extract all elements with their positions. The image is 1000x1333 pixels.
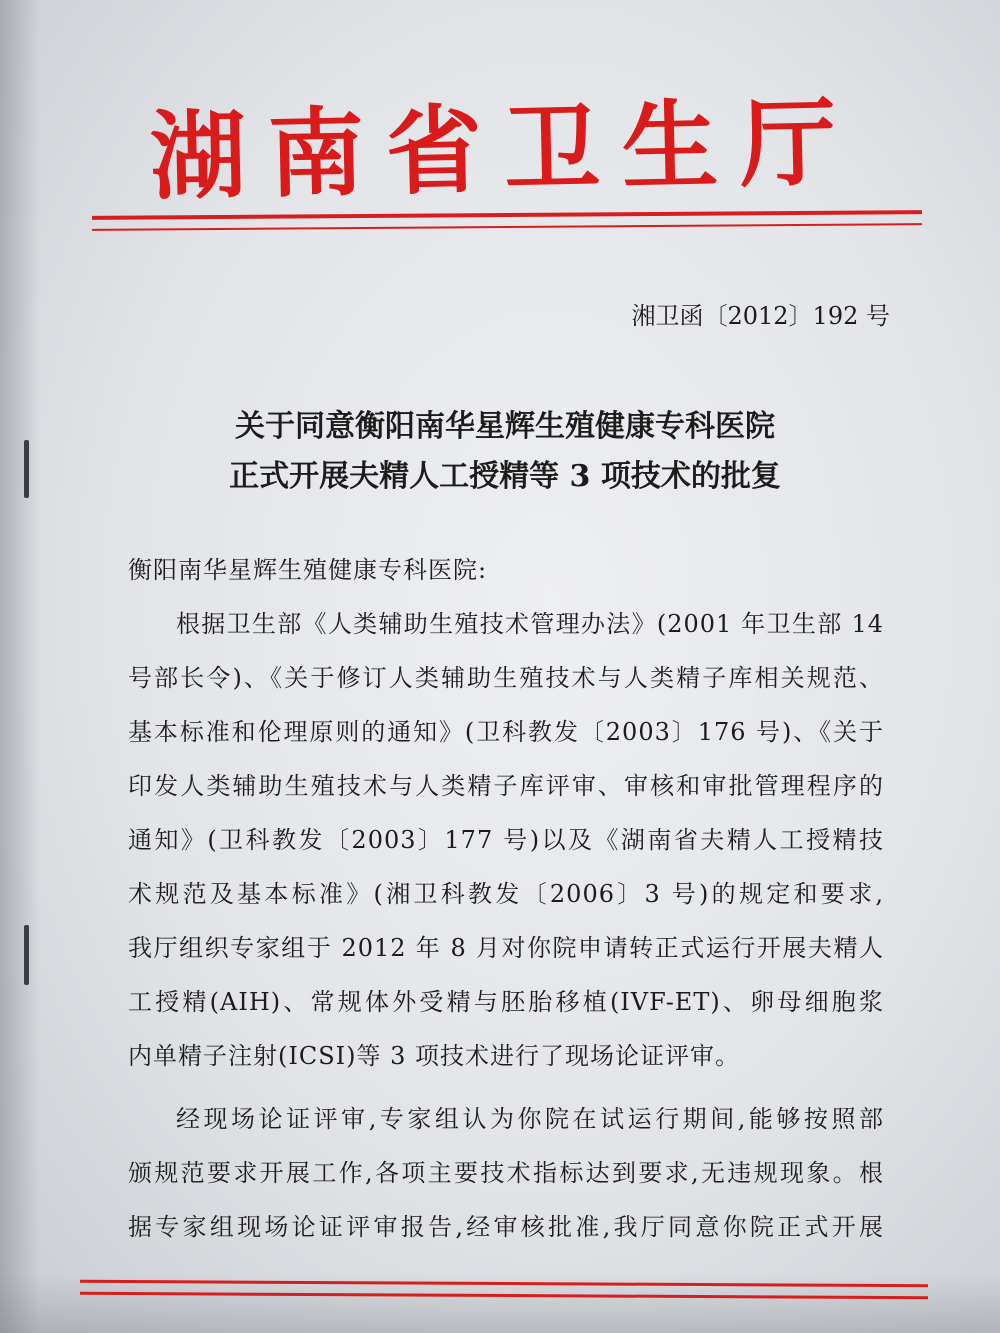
body-line: 我厅组织专家组于 2012 年 8 月对你院申请转正式运行开展夫精人 (128, 934, 884, 962)
body-line: 术规范及基本标准》(湘卫科教发〔2006〕3 号)的规定和要求, (128, 880, 884, 908)
body-line: 号部长令)、《关于修订人类辅助生殖技术与人类精子库相关规范、 (128, 664, 884, 692)
body-line: 根据卫生部《人类辅助生殖技术管理办法》(2001 年卫生部 14 (176, 610, 884, 638)
document-title-line-2: 正式开展夫精人工授精等 3 项技术的批复 (229, 459, 781, 494)
paper-shadow-left (0, 0, 40, 1333)
body-line: 基本标准和伦理原则的通知》(卫科教发〔2003〕176 号)、《关于 (128, 718, 884, 746)
addressee: 衡阳南华星辉生殖健康专科医院: (128, 556, 488, 584)
staple-top (24, 440, 29, 498)
document-number: 湘卫函〔2012〕192 号 (631, 302, 890, 330)
body-line: 印发人类辅助生殖技术与人类精子库评审、审核和审批管理程序的 (128, 772, 884, 800)
body-line: 据专家组现场论证评审报告,经审核批准,我厅同意你院正式开展 (128, 1213, 884, 1241)
body-line: 经现场论证评审,专家组认为你院在试运行期间,能够按照部 (176, 1105, 884, 1133)
letterhead-agency-name: 湖南省卫生厅 (148, 86, 860, 214)
body-line: 内单精子注射(ICSI)等 3 项技术进行了现场论证评审。 (128, 1042, 741, 1070)
body-line: 工授精(AIH)、常规体外受精与胚胎移植(IVF-ET)、卵母细胞浆 (128, 988, 884, 1016)
document-title-line-1: 关于同意衡阳南华星辉生殖健康专科医院 (235, 409, 775, 444)
body-line: 通知》(卫科教发〔2003〕177 号)以及《湖南省夫精人工授精技 (128, 826, 884, 854)
body-line: 颁规范要求开展工作,各项主要技术指标达到要求,无违规现象。根 (128, 1159, 884, 1187)
staple-bottom (24, 925, 29, 985)
